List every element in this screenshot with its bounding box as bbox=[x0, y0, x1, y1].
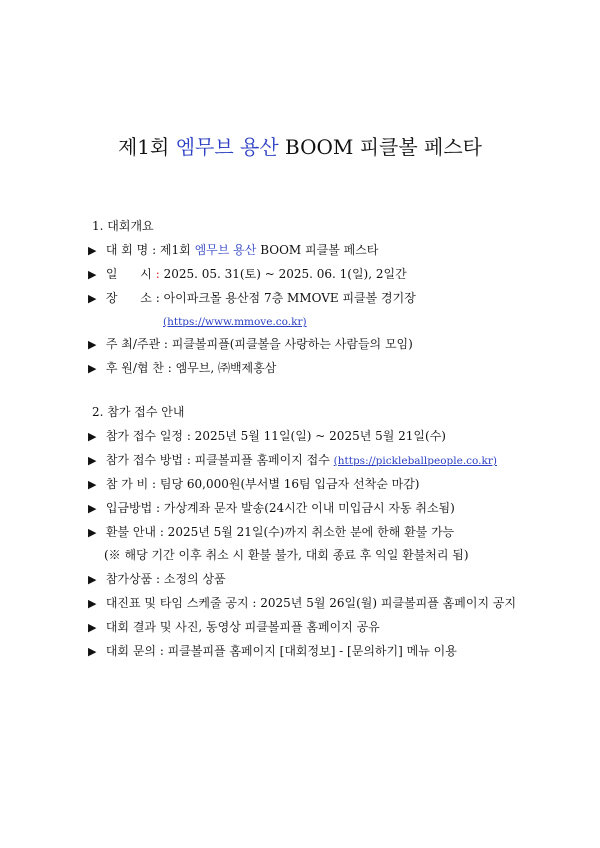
section1-item-host: ▶ 주 최/주관 : 피클볼피플(피클볼을 사랑하는 사람들의 모임) bbox=[88, 337, 413, 351]
section1-heading: 1. 대회개요 bbox=[92, 219, 154, 233]
item-text: 입금방법 : 가상계좌 문자 발송(24시간 이내 미입금시 자동 취소됨) bbox=[105, 501, 455, 515]
item-value: 2025. 05. 31(토) ~ 2025. 06. 1(일), 2일간 bbox=[163, 267, 407, 281]
signup-link[interactable]: (https://pickleballpeople.co.kr) bbox=[333, 455, 497, 467]
page-title bbox=[0, 133, 600, 161]
bullet-icon: ▶ bbox=[88, 430, 97, 443]
item-label: 주 최/주관 bbox=[105, 337, 161, 351]
item-text: 참가 접수 일정 : 2025년 5월 11일(일) ~ 2025년 5월 21일(수) bbox=[105, 429, 446, 443]
section1-item-venue: ▶ 장 소 : 아이파크몰 용산점 7층 MMOVE 피클볼 경기장 bbox=[88, 291, 416, 305]
section1-item-sponsor: ▶ 후 원/협 찬 : 엠무브, ㈜백제홍삼 bbox=[88, 361, 277, 375]
section2-heading: 2. 참가 접수 안내 bbox=[92, 405, 185, 419]
bullet-icon: ▶ bbox=[88, 292, 97, 305]
bullet-icon: ▶ bbox=[88, 338, 97, 351]
item-value: 아이파크몰 용산점 7층 MMOVE 피클볼 경기장 bbox=[163, 291, 416, 305]
item-value: 피클볼피플(피클볼을 사랑하는 사람들의 모임) bbox=[171, 337, 413, 351]
item-text: 대회 문의 : 피클볼피플 홈페이지 [대회정보] - [문의하기] 메뉴 이용 bbox=[105, 644, 457, 658]
title-suffix: BOOM 피클볼 페스타 bbox=[285, 135, 483, 159]
bullet-icon: ▶ bbox=[88, 244, 97, 257]
bullet-icon: ▶ bbox=[88, 597, 97, 610]
bullet-icon: ▶ bbox=[88, 621, 97, 634]
section2-item bbox=[88, 500, 455, 517]
title-prefix: 제1회 bbox=[117, 135, 170, 159]
item-value-highlight: 엠무브 용산 bbox=[194, 243, 257, 257]
bullet-icon: ▶ bbox=[88, 573, 97, 586]
section2-item bbox=[88, 428, 446, 445]
bullet-icon: ▶ bbox=[88, 645, 97, 658]
section1-item-name: ▶ 대 회 명 : 제1회 엠무브 용산 BOOM 피클볼 페스타 bbox=[88, 243, 379, 257]
item-label: 대 회 명 bbox=[105, 243, 149, 257]
refund-note: (※ 해당 기간 이후 취소 시 환불 불가, 대회 종료 후 익일 환불처리 됨) bbox=[104, 548, 469, 562]
section2-item bbox=[88, 524, 454, 541]
item-label: 장 소 bbox=[105, 291, 152, 305]
item-text: 대진표 및 타임 스케줄 공지 : 2025년 5월 26일(월) 피클볼피플 홈페이지 공지 bbox=[105, 596, 517, 610]
bullet-icon: ▶ bbox=[88, 454, 97, 467]
item-label: 일 시 bbox=[105, 267, 152, 281]
venue-link-line bbox=[163, 313, 307, 330]
item-text: 참가상품 : 소정의 상품 bbox=[105, 572, 226, 586]
bullet-icon: ▶ bbox=[88, 502, 97, 515]
section2-item bbox=[88, 643, 457, 660]
venue-link[interactable]: (https://www.mmove.co.kr) bbox=[163, 316, 307, 328]
item-value: 엠무브, ㈜백제홍삼 bbox=[175, 361, 277, 375]
section2-item bbox=[88, 476, 419, 493]
section1-item-date: ▶ 일 시 : 2025. 05. 31(토) ~ 2025. 06. 1(일), 2일간 bbox=[88, 267, 407, 281]
bullet-icon: ▶ bbox=[88, 362, 97, 375]
item-text: 대회 결과 및 사진, 동영상 피클볼피플 홈페이지 공유 bbox=[105, 620, 380, 634]
item-text: 참 가 비 : 팀당 60,000원(부서별 16팀 입금자 선착순 마감) bbox=[105, 477, 420, 491]
item-label: 후 원/협 찬 bbox=[105, 361, 164, 375]
bullet-icon: ▶ bbox=[88, 268, 97, 281]
section2-item bbox=[88, 452, 497, 469]
bullet-icon: ▶ bbox=[88, 526, 97, 539]
item-value-suffix: BOOM 피클볼 페스타 bbox=[260, 243, 379, 257]
section2-item bbox=[88, 595, 516, 612]
section2-item bbox=[88, 571, 226, 588]
bullet-icon: ▶ bbox=[88, 478, 97, 491]
section2-item bbox=[88, 619, 380, 636]
item-text: 참가 접수 방법 : 피클볼피플 홈페이지 접수 bbox=[105, 453, 330, 467]
item-text: 환불 안내 : 2025년 5월 21일(수)까지 취소한 분에 한해 환불 가능 bbox=[105, 525, 455, 539]
title-highlight: 엠무브 용산 bbox=[175, 135, 279, 159]
item-value-prefix: 제1회 bbox=[159, 243, 191, 257]
